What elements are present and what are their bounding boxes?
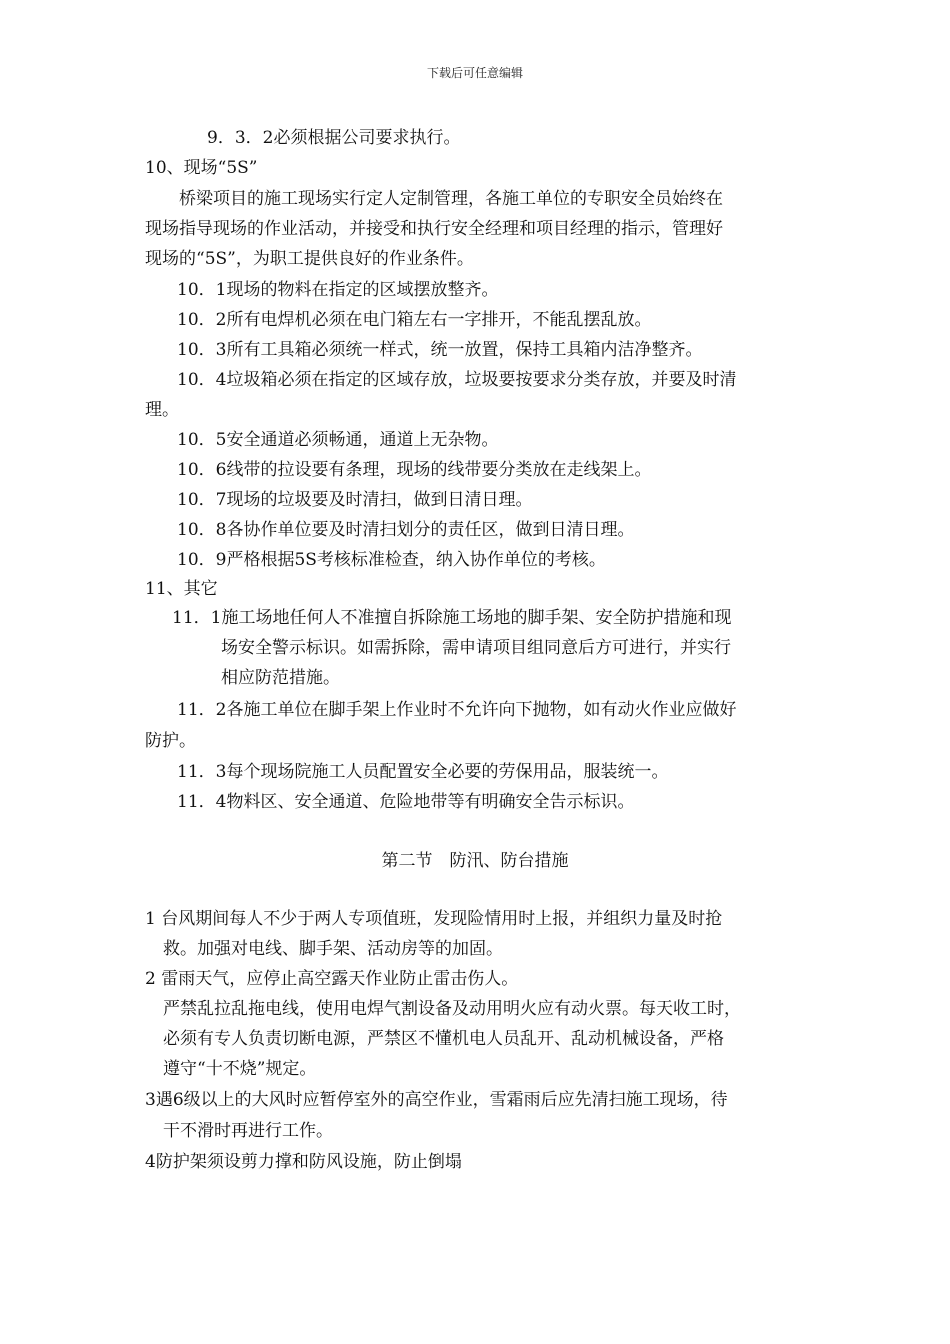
clause-11-3: 11．3每个现场院施工人员配置安全必要的劳保用品，服装统一。 (177, 762, 669, 782)
clause-10-1: 10．1现场的物料在指定的区域摆放整齐。 (177, 280, 499, 300)
item-2-para: 遵守“十不烧”规定。 (163, 1059, 317, 1079)
item-1: 1 台风期间每人不少于两人专项值班，发现险情用时上报，并组织力量及时抢 (145, 909, 723, 929)
clause-10-5: 10．5安全通道必须畅通，通道上无杂物。 (177, 430, 499, 450)
clause-11-4: 11．4物料区、安全通道、危险地带等有明确安全告示标识。 (177, 792, 635, 812)
clause-10-8: 10．8各协作单位要及时清扫划分的责任区，做到日清日理。 (177, 520, 635, 540)
item-3-cont: 干不滑时再进行工作。 (163, 1121, 333, 1141)
clause-9-3-2: 9．3．2必须根据公司要求执行。 (207, 128, 461, 148)
heading-11: 11、其它 (145, 579, 218, 599)
page-header: 下载后可任意编辑 (426, 66, 523, 80)
item-3: 3遇6级以上的大风时应暂停室外的高空作业，雪霜雨后应先清扫施工现场，待 (145, 1090, 728, 1110)
clause-10-3: 10．3所有工具箱必须统一样式，统一放置，保持工具箱内洁净整齐。 (177, 340, 703, 360)
item-2-para: 严禁乱拉乱拖电线，使用电焊气割设备及动用明火应有动火票。每天收工时， (163, 999, 741, 1019)
clause-10-4: 10．4垃圾箱必须在指定的区域存放，垃圾要按要求分类存放，并要及时清 (177, 370, 737, 390)
paragraph-line: 桥梁项目的施工现场实行定人定制管理，各施工单位的专职安全员始终在 (179, 189, 723, 209)
clause-11-1: 11．1施工场地任何人不准擅自拆除施工场地的脚手架、安全防护措施和现 (172, 608, 732, 628)
item-1-cont: 救。加强对电线、脚手架、活动房等的加固。 (163, 939, 503, 959)
item-2: 2 雷雨天气，应停止高空露天作业防止雷击伤人。 (145, 969, 519, 989)
item-2-para: 必须有专人负责切断电源，严禁区不懂机电人员乱开、乱动机械设备，严格 (163, 1029, 724, 1049)
clause-10-9: 10．9严格根据5S考核标准检查，纳入协作单位的考核。 (177, 550, 606, 570)
item-4: 4防护架须设剪力撑和防风设施，防止倒塌 (145, 1152, 462, 1172)
clause-11-1-cont: 场安全警示标识。如需拆除，需申请项目组同意后方可进行，并实行 (221, 638, 731, 658)
section-title: 第二节 防汛、防台措施 (381, 851, 569, 871)
clause-11-2-cont: 防护。 (145, 731, 196, 751)
paragraph-line: 现场的“5S”，为职工提供良好的作业条件。 (145, 249, 474, 269)
clause-11-2: 11．2各施工单位在脚手架上作业时不允许向下抛物，如有动火作业应做好 (177, 700, 737, 720)
clause-10-4-cont: 理。 (145, 400, 179, 420)
clause-10-2: 10．2所有电焊机必须在电门箱左右一字排开，不能乱摆乱放。 (177, 310, 652, 330)
paragraph-line: 现场指导现场的作业活动，并接受和执行安全经理和项目经理的指示，管理好 (145, 219, 723, 239)
clause-10-6: 10．6线带的拉设要有条理，现场的线带要分类放在走线架上。 (177, 460, 652, 480)
heading-10: 10、现场“5S” (145, 158, 258, 178)
clause-10-7: 10．7现场的垃圾要及时清扫，做到日清日理。 (177, 490, 533, 510)
clause-11-1-cont: 相应防范措施。 (221, 668, 340, 688)
